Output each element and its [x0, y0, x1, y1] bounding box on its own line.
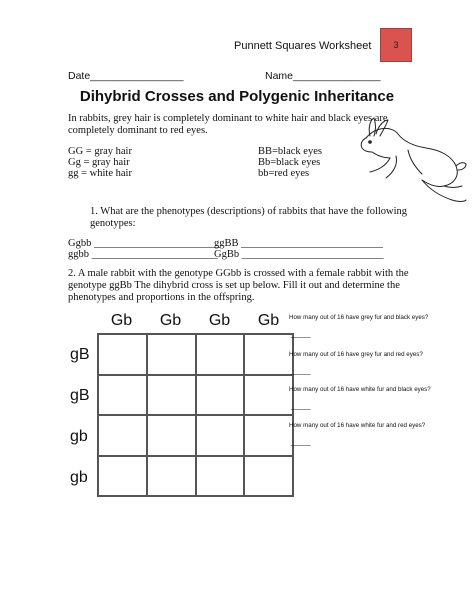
question-white-black: How many out of 16 have white fur and black eyes?	[289, 386, 431, 393]
punnett-cell[interactable]	[98, 375, 147, 416]
punnett-cell[interactable]	[147, 456, 196, 497]
page-number: 3	[393, 40, 399, 50]
punnett-cell[interactable]	[244, 375, 293, 416]
q2-text-2: genotype ggBb The dihybrid cross is set up below. Fill it out and determine the	[68, 280, 400, 291]
q1-text-1: 1. What are the phenotypes (descriptions) of rabbits that have the following	[90, 206, 408, 217]
answer-blank-grey-black[interactable]: _____	[291, 331, 311, 338]
header-title: Punnett Squares Worksheet	[234, 40, 372, 52]
punnett-cell[interactable]	[98, 415, 147, 456]
answer-blank-white-black[interactable]: _____	[291, 403, 311, 410]
punnett-cell[interactable]	[147, 415, 196, 456]
punnett-cell[interactable]	[147, 334, 196, 375]
punnett-cell[interactable]	[147, 375, 196, 416]
allele-eyes-2: Bb=black eyes	[258, 157, 321, 168]
page-number-badge	[380, 28, 412, 62]
punnett-square	[97, 333, 294, 497]
q2-text-3: phenotypes and proportions in the offspring.	[68, 292, 255, 303]
punnett-cell[interactable]	[244, 334, 293, 375]
punnett-column-header-2: Gb	[159, 312, 182, 329]
question-grey-red: How many out of 16 have grey fur and red eyes?	[289, 351, 423, 358]
punnett-cell[interactable]	[98, 456, 147, 497]
question-white-red: How many out of 16 have white fur and red eyes?	[289, 422, 426, 429]
answer-blank-white-red[interactable]: _____	[291, 439, 311, 446]
q1-genotype-ggbb-3: ggbb ________________________	[68, 249, 218, 260]
intro-line-1: In rabbits, grey hair is completely dominant to white hair and black eyes are	[68, 113, 388, 124]
answer-blank-grey-red[interactable]: _____	[291, 368, 311, 375]
punnett-cell[interactable]	[196, 415, 245, 456]
document-title: Dihybrid Crosses and Polygenic Inheritance	[79, 88, 395, 105]
punnett-row-header-4: gb	[70, 469, 88, 486]
q1-genotype-ggbb-2: ggBB ___________________________	[214, 238, 383, 249]
punnett-cell[interactable]	[196, 334, 245, 375]
allele-hair-1: GG = gray hair	[68, 146, 132, 157]
punnett-row-header-2: gB	[70, 387, 90, 404]
q1-genotype-ggbb-4: GgBb ___________________________	[214, 249, 384, 260]
q1-text-2: genotypes:	[90, 218, 136, 229]
running-rabbit-illustration	[352, 116, 468, 206]
punnett-cell[interactable]	[196, 375, 245, 416]
punnett-row-header-3: gb	[70, 428, 88, 445]
allele-eyes-1: BB=black eyes	[258, 146, 322, 157]
allele-hair-3: gg = white hair	[68, 168, 132, 179]
punnett-cell[interactable]	[196, 456, 245, 497]
punnett-cell[interactable]	[98, 334, 147, 375]
q1-genotype-ggbb-1: Ggbb ________________________	[68, 238, 220, 249]
allele-eyes-3: bb=red eyes	[258, 168, 310, 179]
allele-hair-2: Gg = gray hair	[68, 157, 130, 168]
punnett-row-header-1: gB	[70, 346, 90, 363]
punnett-cell[interactable]	[244, 415, 293, 456]
question-grey-black: How many out of 16 have grey fur and black eyes?	[289, 314, 429, 321]
punnett-cell[interactable]	[244, 456, 293, 497]
punnett-column-header-4: Gb	[257, 312, 280, 329]
punnett-column-header-1: Gb	[110, 312, 133, 329]
intro-line-2: completely dominant to red eyes.	[68, 125, 208, 136]
name-field: Name_______________	[265, 70, 381, 82]
date-field: Date________________	[68, 70, 184, 82]
punnett-column-header-3: Gb	[208, 312, 231, 329]
q2-text-1: 2. A male rabbit with the genotype GGbb is crossed with a female rabbit with the	[68, 268, 409, 279]
